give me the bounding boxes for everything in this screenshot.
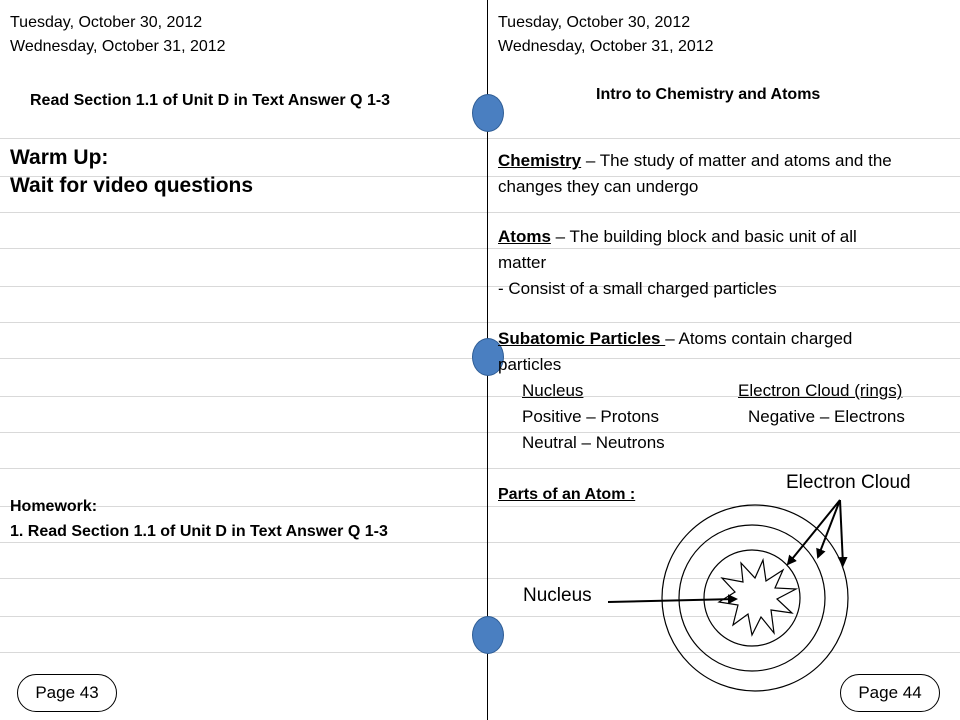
right-page-title: Intro to Chemistry and Atoms	[596, 86, 821, 103]
subatomic-def-line-2: particles	[498, 355, 562, 374]
warmup-text: Wait for video questions	[10, 174, 254, 197]
atoms-note: - Consist of a small charged particles	[498, 279, 777, 298]
subatomic-term: Subatomic Particles	[498, 329, 666, 348]
right-date-line-2: Wednesday, October 31, 2012	[498, 38, 714, 55]
negative-electrons: Negative – Electrons	[748, 407, 905, 426]
left-date-line-1: Tuesday, October 30, 2012	[10, 14, 203, 31]
page-44-label: Page 44	[840, 674, 940, 712]
subatomic-def-line-1: – Atoms contain charged	[665, 329, 853, 348]
positive-protons: Positive – Protons	[522, 407, 660, 426]
chemistry-term: Chemistry	[498, 151, 582, 170]
electron-cloud-label: Electron Cloud	[786, 472, 911, 493]
right-date-line-1: Tuesday, October 30, 2012	[498, 14, 691, 31]
atoms-def-line-1: – The building block and basic unit of all	[550, 227, 857, 246]
atoms-def-line-2: matter	[498, 253, 547, 272]
neutral-neutrons: Neutral – Neutrons	[522, 433, 665, 452]
cloud-arrow-1	[788, 500, 840, 564]
left-date-line-2: Wednesday, October 31, 2012	[10, 38, 226, 55]
page-43-label: Page 43	[17, 674, 117, 712]
cloud-arrow-2	[818, 500, 840, 557]
parts-of-atom-heading: Parts of an Atom :	[498, 486, 636, 503]
atoms-term: Atoms	[498, 227, 551, 246]
nucleus-label: Nucleus	[523, 585, 592, 606]
nucleus-header: Nucleus	[522, 381, 584, 400]
nucleus-arrow	[608, 599, 736, 602]
nucleus-star	[719, 560, 796, 635]
warmup-title: Warm Up:	[10, 146, 109, 169]
homework-title: Homework:	[10, 498, 98, 515]
chemistry-def-line-1: – The study of matter and atoms and the	[581, 151, 892, 170]
electron-cloud-header: Electron Cloud (rings)	[738, 381, 903, 400]
chemistry-def-line-2: changes they can undergo	[498, 177, 699, 196]
cloud-arrow-3	[840, 500, 843, 565]
homework-item: 1. Read Section 1.1 of Unit D in Text Answer Q 1-3	[10, 523, 388, 540]
left-assignment-heading: Read Section 1.1 of Unit D in Text Answer Q 1-3	[30, 92, 391, 109]
